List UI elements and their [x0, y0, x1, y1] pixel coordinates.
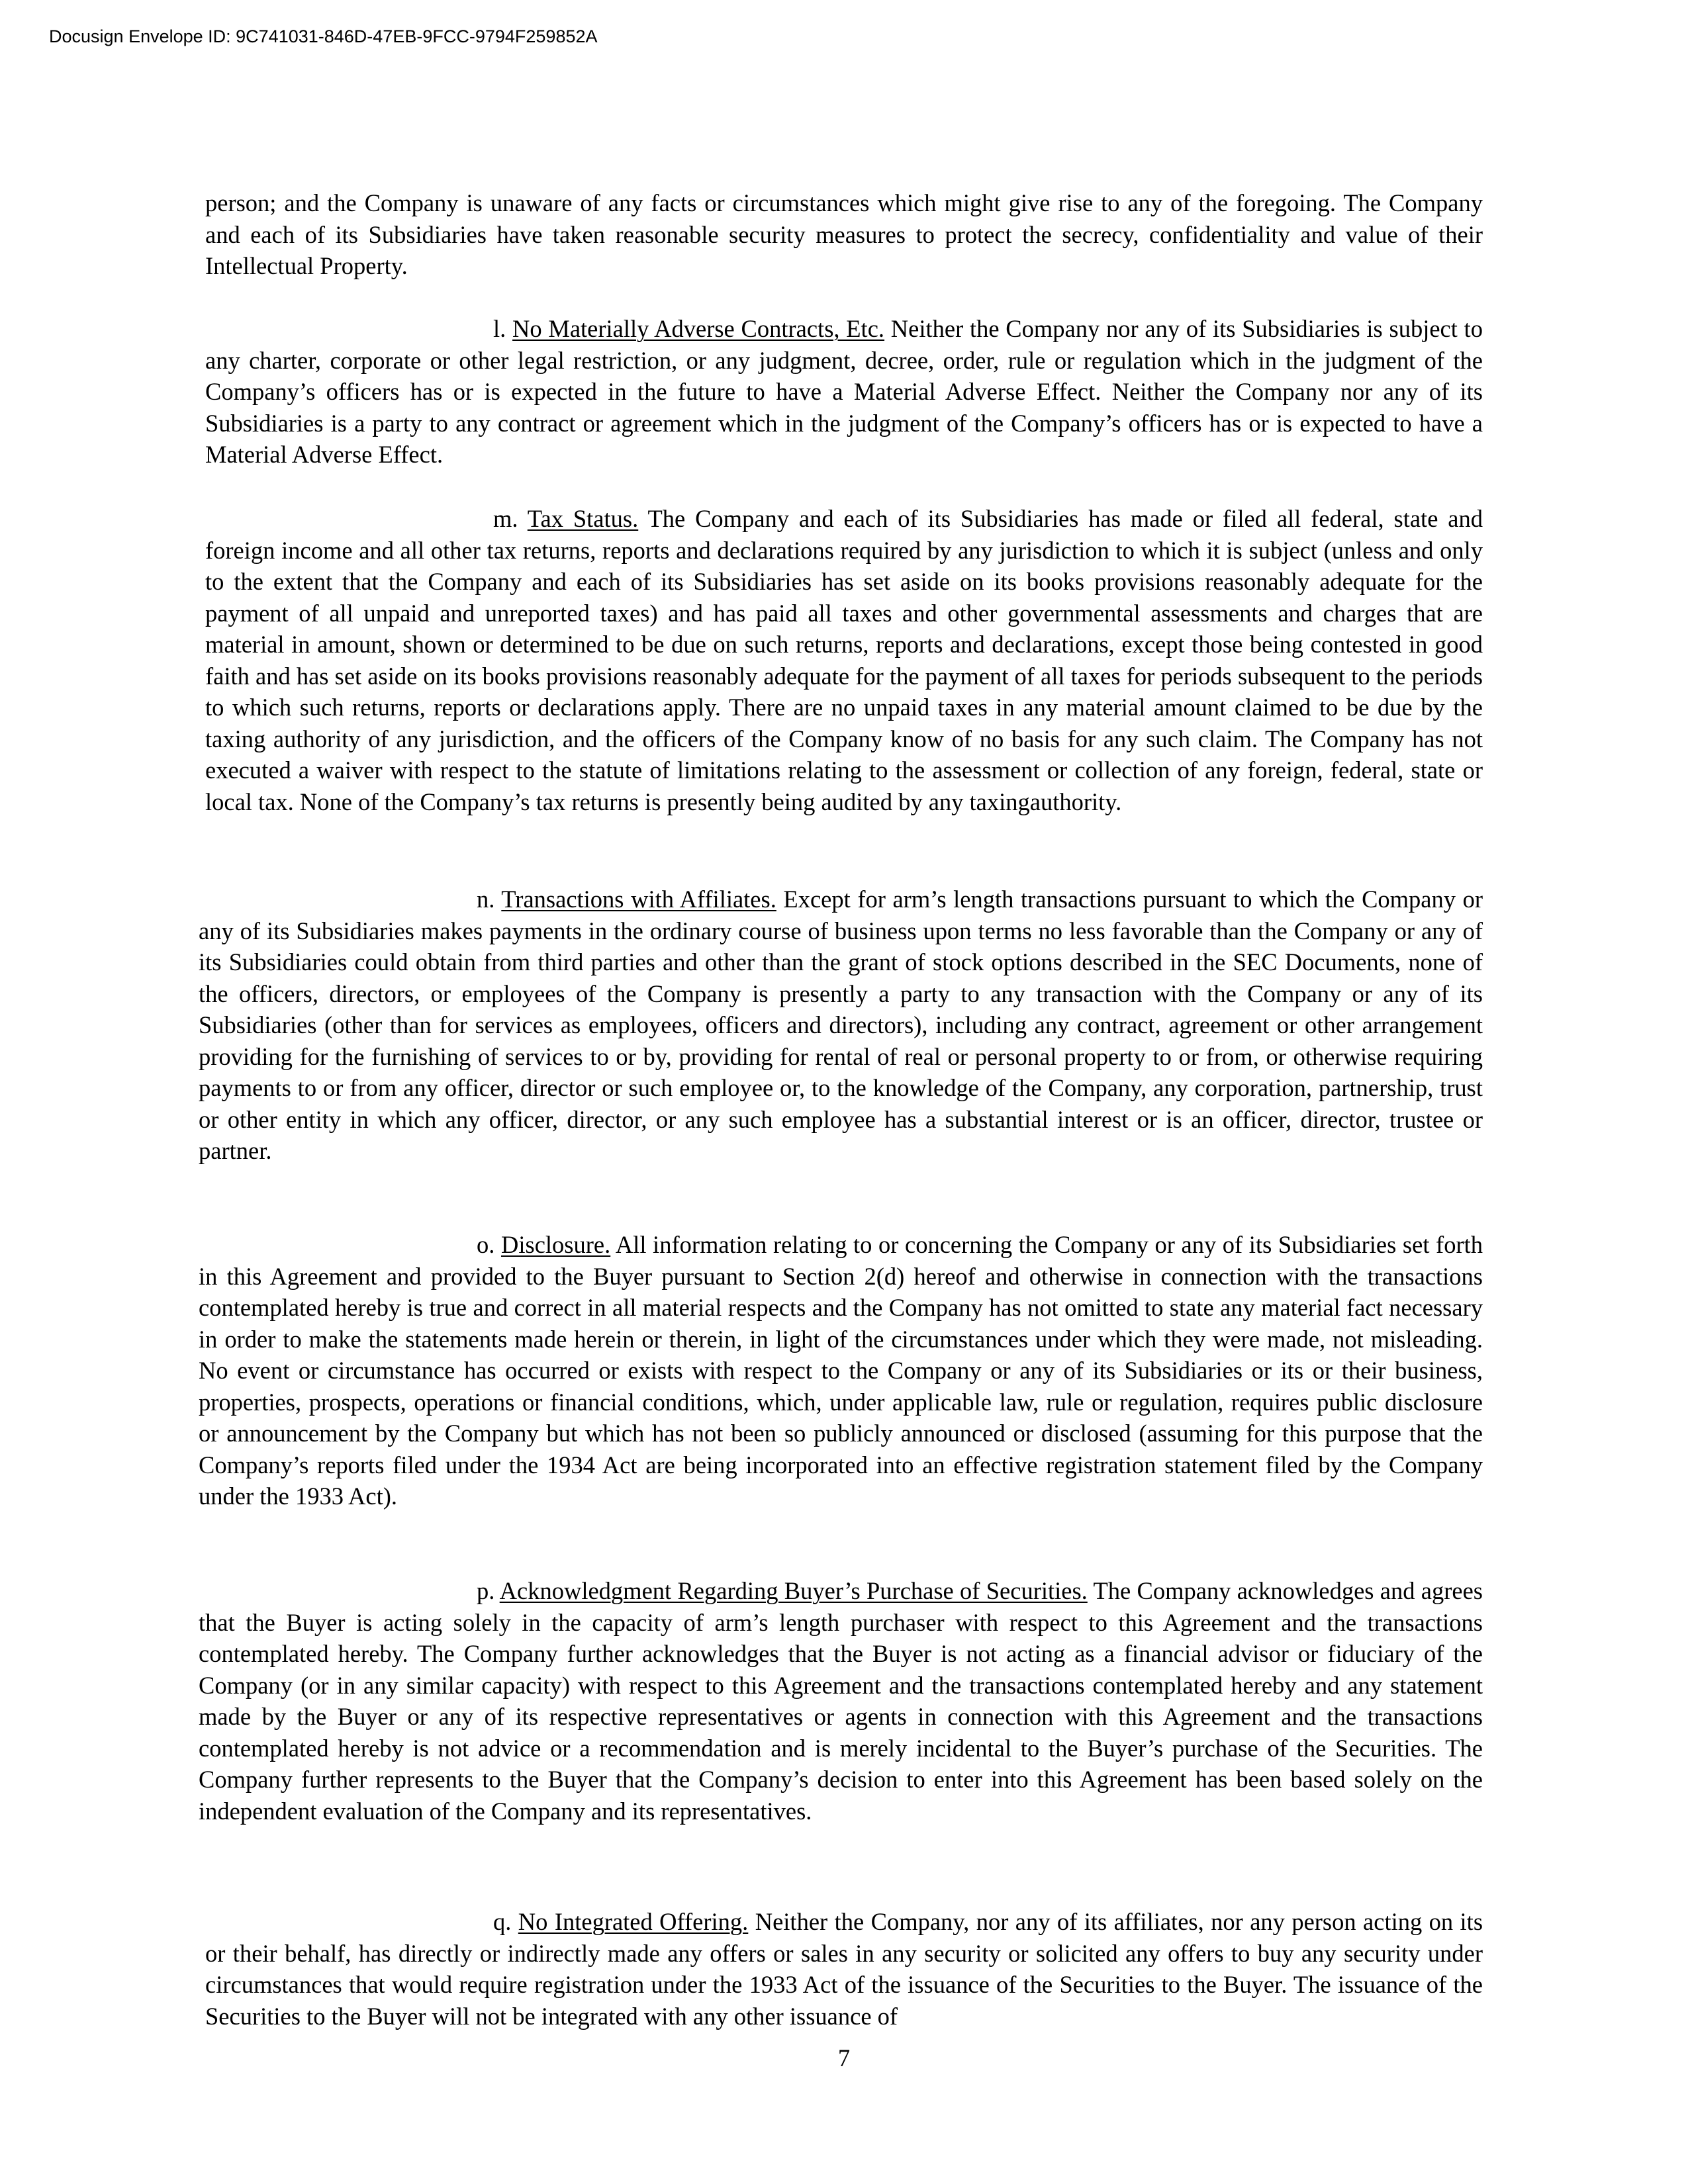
section-l-letter: l.	[493, 315, 506, 342]
docusign-envelope-id: Docusign Envelope ID: 9C741031-846D-47EB-9FCC-9794F259852A	[49, 26, 598, 46]
section-q-title: No Integrated Offering.	[518, 1908, 749, 1935]
section-q-paragraph	[205, 1906, 1483, 2032]
section-o-text: All information relating to or concerning the Company or any of its Subsidiaries set forth in this Agreement and provided to the Buyer pursuant to Section 2(d) hereof and otherwise in connection with the transactions contemplated hereby is true and correct in all material respects and the Company has not omitted to state any material fact necessary in order to make the statements made herein or therein, in light of the circumstances under which they were made, not misleading. No event or circumstance has occurred or exists with respect to the Company or any of its Subsidiaries or its or their business, properties, prospects, operations or financial conditions, which, under applicable law, rule or regulation, requires public disclosure or announcement by the Company but which has not been so publicly announced or disclosed (assuming for this purpose that the Company’s reports filed under the 1934 Act are being incorporated into an effective registration statement filed by the Company under the 1933 Act).	[199, 1231, 1483, 1510]
section-l-text: Neither the Company nor any of its Subsidiaries is subject to any charter, corporate or other legal restriction, or any judgment, decree, order, rule or regulation which in the judgment of the Company’s officers has or is expected in the future to have a Material Adverse Effect. Neither the Company nor any of its Subsidiaries is a party to any contract or agreement which in the judgment of the Company’s officers has or is expected to have a Material Adverse Effect.	[205, 315, 1483, 468]
page-number: 7	[837, 2044, 851, 2071]
section-q-letter: q.	[493, 1908, 512, 1935]
section-n-title: Transactions with Affiliates.	[501, 886, 776, 913]
section-n-paragraph	[199, 884, 1483, 1167]
section-n-text: Except for arm’s length transactions pursuant to which the Company or any of its Subsidiaries makes payments in the ordinary course of business upon terms no less favorable than the Company or any of its Subsidiaries could obtain from third parties and other than the grant of stock options described in the SEC Documents, none of the officers, directors, or employees of the Company is presently a party to any transaction with the Company or any of its Subsidiaries (other than for services as employees, officers and directors), including any contract, agreement or other arrangement providing for the furnishing of services to or by, providing for rental of real or personal property to or from, or otherwise requiring payments to or from any officer, director or such employee or, to the knowledge of the Company, any corporation, partnership, trust or other entity in which any officer, director, or any such employee has a substantial interest or is an officer, director, trustee or partner.	[199, 886, 1483, 1164]
section-o-paragraph	[199, 1229, 1483, 1512]
section-p-letter: p.	[477, 1577, 495, 1604]
section-o-title: Disclosure.	[500, 1231, 611, 1258]
section-o-letter: o.	[477, 1231, 495, 1258]
section-n-letter: n.	[477, 886, 495, 913]
section-m-paragraph	[205, 503, 1483, 817]
section-p-title: Acknowledgment Regarding Buyer’s Purchase of Securities.	[499, 1577, 1088, 1604]
section-q-text: Neither the Company, nor any of its affiliates, nor any person acting on its or their behalf, has directly or indirectly made any offers or sales in any security or solicited any offers to buy any security under circumstances that would require registration under the 1933 Act of the issuance of the Securities to the Buyer. The issuance of the Securities to the Buyer will not be integrated with any other issuance of	[205, 1908, 1483, 2030]
section-l-title: No Materially Adverse Contracts, Etc.	[512, 315, 885, 342]
section-m-title: Tax Status.	[527, 505, 639, 532]
section-m-text: The Company and each of its Subsidiaries has made or filed all federal, state and foreign income and all other tax returns, reports and declarations required by any jurisdiction to which it is subject (unless and only to the extent that the Company and each of its Subsidiaries has set aside on its books provisions reasonably adequate for the payment of all unpaid and unreported taxes) and has paid all taxes and other governmental assessments and charges that are material in amount, shown or determined to be due on such returns, reports and declarations, except those being contested in good faith and has set aside on its books provisions reasonably adequate for the payment of all taxes for periods subsequent to the periods to which such returns, reports or declarations apply. There are no unpaid taxes in any material amount claimed to be due by the taxing authority of any jurisdiction, and the officers of the Company know of no basis for any such claim. The Company has not executed a waiver with respect to the statute of limitations relating to the assessment or collection of any foreign, federal, state or local tax. None of the Company’s tax returns is presently being audited by any taxingauthority.	[205, 505, 1483, 815]
section-p-text: The Company acknowledges and agrees that the Buyer is acting solely in the capacity of arm’s length purchaser with respect to this Agreement and the transactions contemplated hereby. The Company further acknowledges that the Buyer is not acting as a financial advisor or fiduciary of the Company (or in any similar capacity) with respect to this Agreement and the transactions contemplated hereby and any statement made by the Buyer or any of its respective representatives or agents in connection with this Agreement and the transactions contemplated hereby is not advice or a recommendation and is merely incidental to the Buyer’s purchase of the Securities. The Company further represents to the Buyer that the Company’s decision to enter into this Agreement has been based solely on the independent evaluation of the Company and its representatives.	[199, 1577, 1483, 1825]
section-m-letter: m.	[493, 505, 518, 532]
section-l-paragraph	[205, 313, 1483, 471]
section-p-paragraph	[199, 1575, 1483, 1827]
continuation-paragraph: person; and the Company is unaware of any facts or circumstances which might give rise to any of the foregoing. The Company and each of its Subsidiaries have taken reasonable security measures to protect the secrecy, confidentiality and value of their Intellectual Property.	[205, 189, 1483, 279]
